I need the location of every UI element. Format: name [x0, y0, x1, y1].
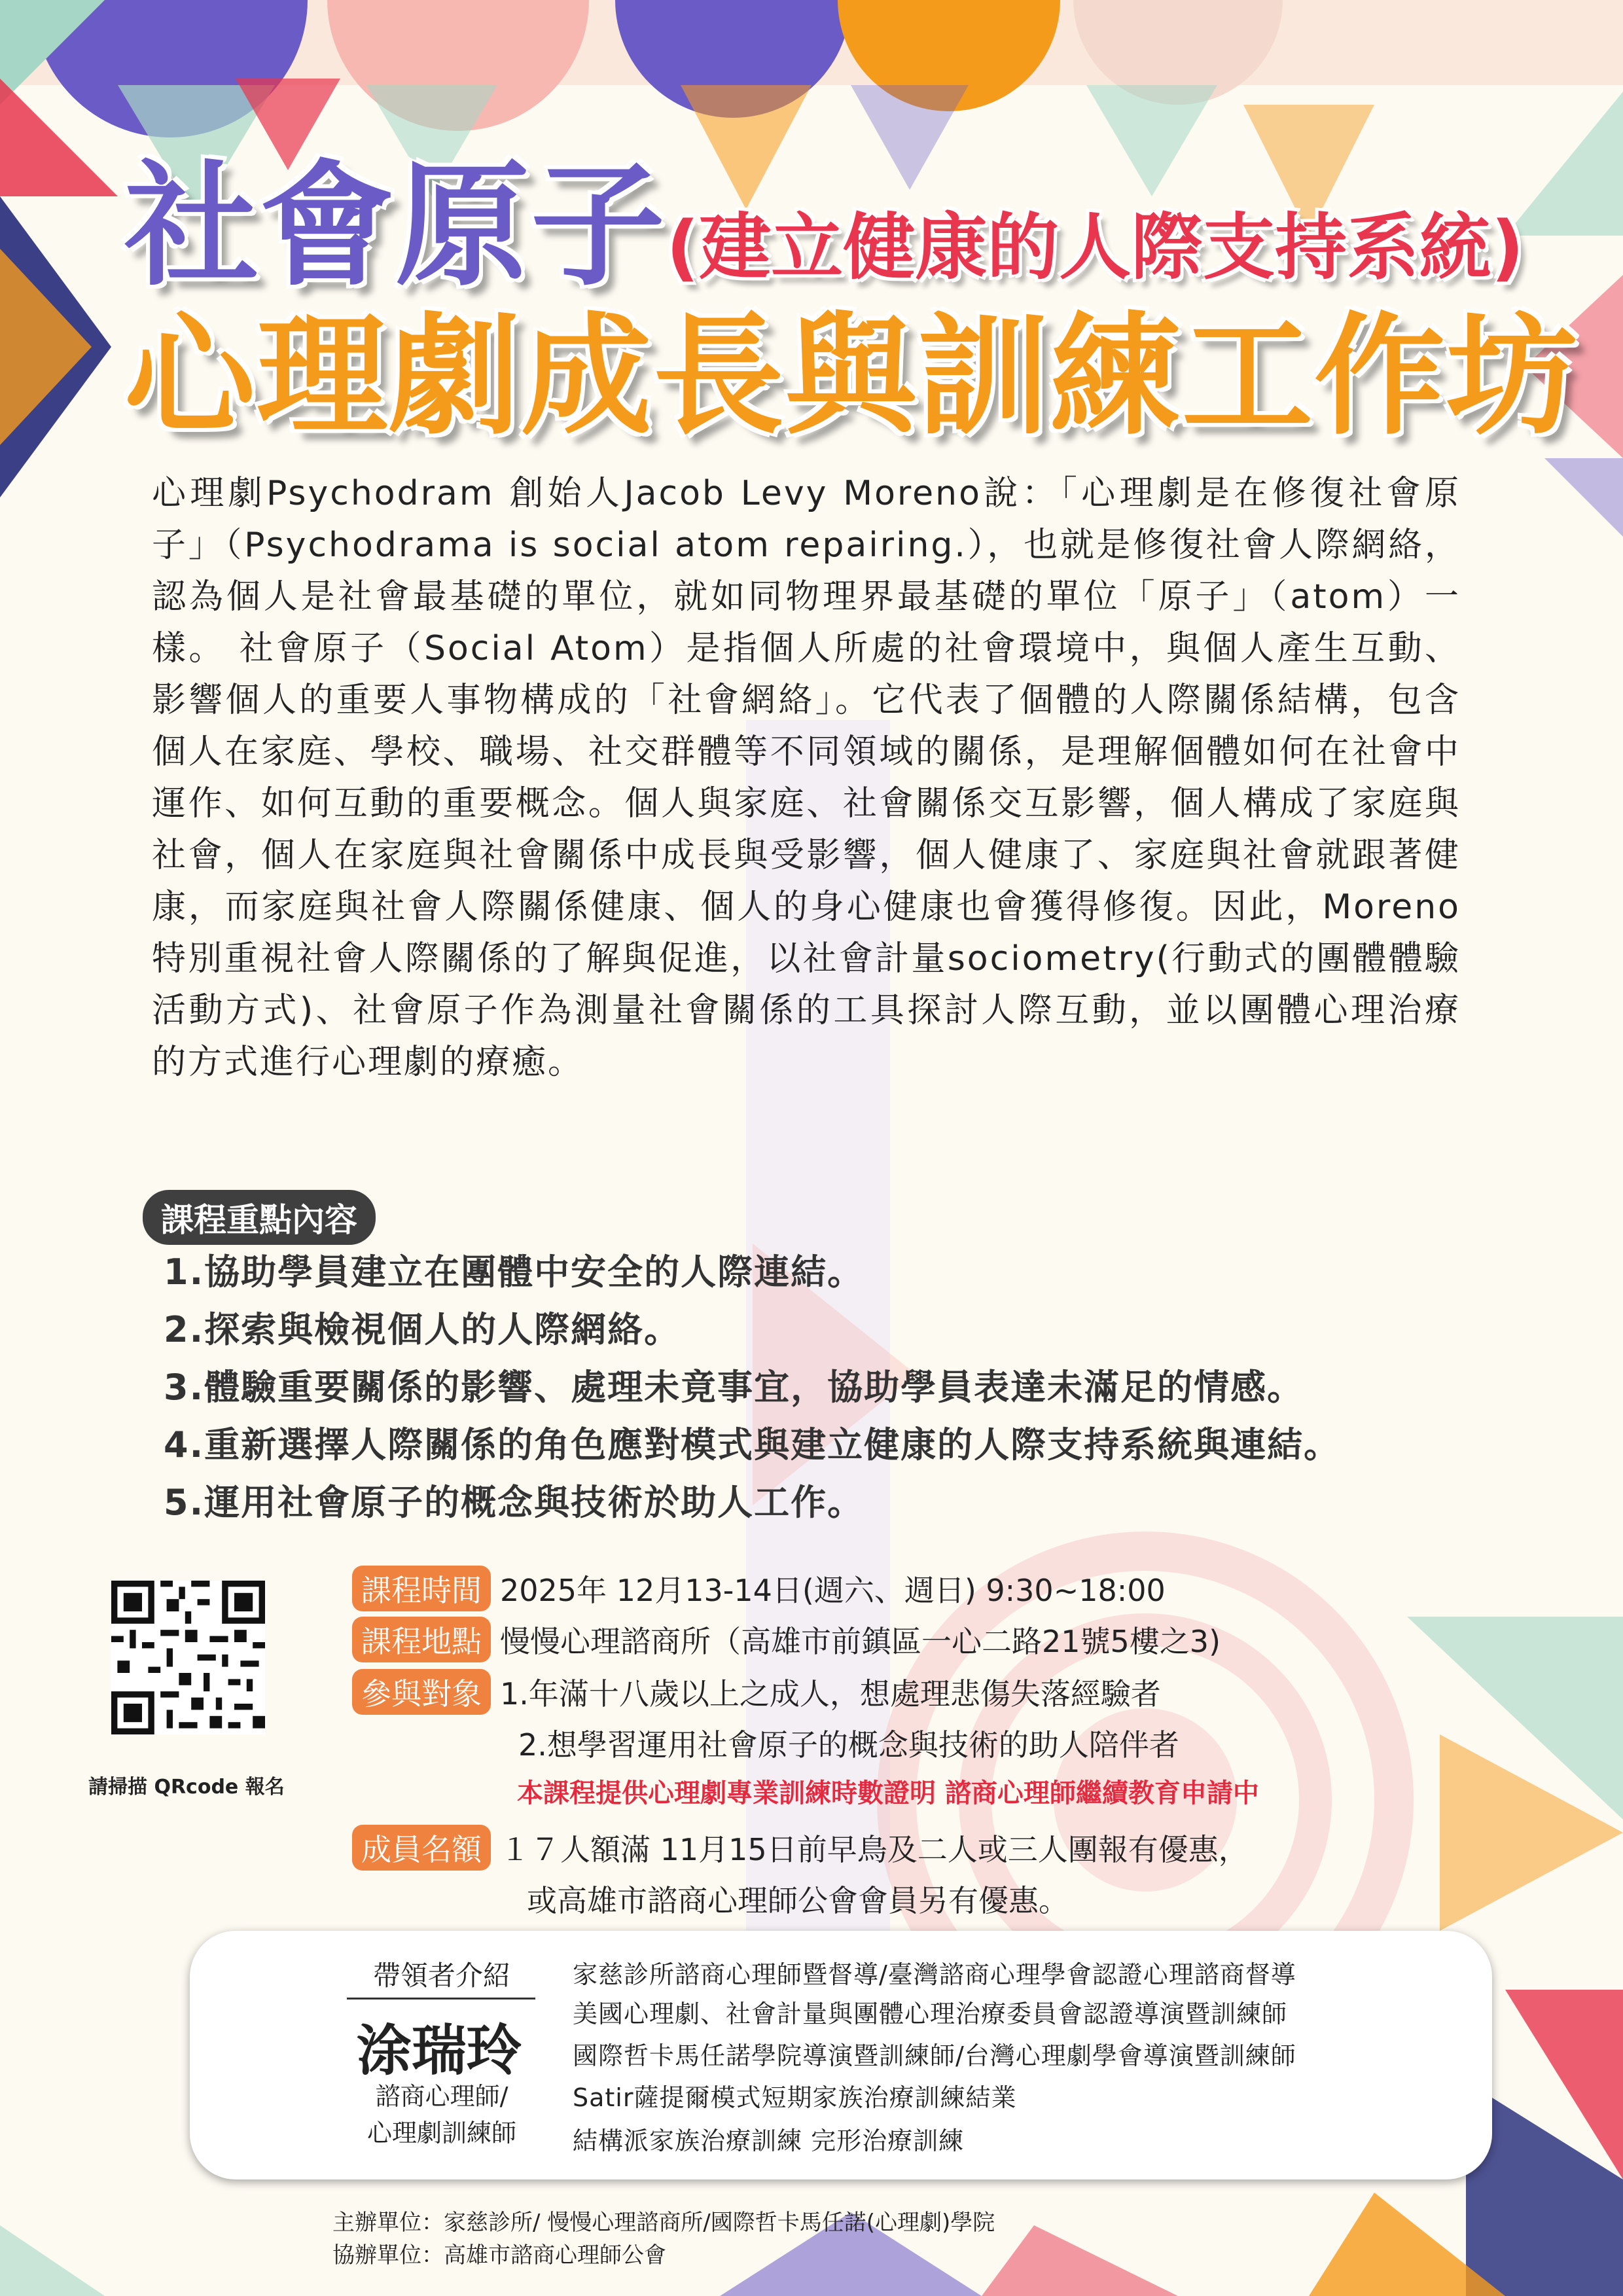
credential-item: 美國心理劇、社會計量與團體心理治療委員會認證導演暨訓練師 — [573, 2000, 1288, 2028]
qr-code[interactable] — [111, 1581, 265, 1734]
credential-item: Satir薩提爾模式短期家族治療訓練結業 — [573, 2083, 1017, 2112]
course-point: 2.探索與檢視個人的人際網絡。 — [164, 1309, 681, 1350]
title-line-2: 心理劇成長與訓練工作坊 — [124, 300, 1579, 453]
co-organizer: 協辦單位：高雄市諮商心理師公會 — [332, 2242, 666, 2269]
course-point: 4.重新選擇人際關係的角色應對模式與建立健康的人際支持系統與連結。 — [164, 1424, 1341, 1465]
leader-name: 涂瑞玲 — [357, 2018, 522, 2083]
organizer: 主辦單位：家慈診所/ 慢慢心理諮商所/國際哲卡馬任諾(心理劇)學院 — [332, 2210, 995, 2236]
qr-label: 請掃描 QRcode 報名 — [88, 1776, 285, 1799]
title-line-1 — [124, 118, 1524, 304]
target-label: 參與對象 — [352, 1669, 491, 1715]
credential-item: 結構派家族治療訓練 完形治療訓練 — [573, 2126, 965, 2155]
course-point: 5.運用社會原子的概念與技術於助人工作。 — [164, 1482, 865, 1523]
quota-value-1: １７人額滿 11月15日前早鳥及二人或三人團報有優惠， — [500, 1832, 1249, 1867]
course-point: 3.體驗重要關係的影響、處理未竟事宜，協助學員表達未滿足的情感。 — [164, 1367, 1304, 1408]
course-points — [164, 1244, 1340, 1532]
credential-item: 國際哲卡馬任諾學院導演暨訓練師/台灣心理劇學會導演暨訓練師 — [573, 2041, 1296, 2070]
quota-row — [352, 1825, 1249, 1871]
leader-heading: 帶領者介紹 — [373, 1960, 511, 1992]
quota-label: 成員名額 — [352, 1825, 491, 1871]
place-label: 課程地點 — [352, 1617, 491, 1662]
course-heading: 課程重點內容 — [143, 1190, 376, 1245]
time-row — [352, 1566, 1166, 1611]
target-row — [352, 1669, 1161, 1715]
time-value: 2025年 12月13-14日(週六、週日) 9:30~18:00 — [500, 1573, 1166, 1608]
title-main: 社會原子 — [124, 149, 666, 304]
place-row — [352, 1617, 1221, 1662]
credential-item: 家慈診所諮商心理師暨督導/臺灣諮商心理學會認證心理諮商督導 — [573, 1960, 1296, 1989]
title-sub: (建立健康的人際支持系統) — [666, 206, 1524, 289]
place-value: 慢慢心理諮商所（高雄市前鎮區一心二路21號5樓之3) — [500, 1624, 1221, 1659]
leader-role-1: 諮商心理師/ — [375, 2082, 508, 2111]
target-value-1: 1.年滿十八歲以上之成人，想處理悲傷失落經驗者 — [500, 1676, 1161, 1712]
course-point: 1.協助學員建立在團體中安全的人際連結。 — [164, 1251, 865, 1293]
target-value-2: 2.想學習運用社會原子的概念與技術的助人陪伴者 — [518, 1727, 1179, 1763]
quota-value-2: 或高雄市諮商心理師公會會員另有優惠。 — [527, 1883, 1069, 1918]
time-label: 課程時間 — [352, 1566, 491, 1611]
leader-role-2: 心理劇訓練師 — [366, 2119, 516, 2147]
certificate-note: 本課程提供心理劇專業訓練時數證明 諮商心理師繼續教育申請中 — [517, 1778, 1259, 1808]
intro-paragraph: 心理劇Psychodram 創始人Jacob Levy Moreno說：「心理劇是在修復社會原子」（Psychodrama is social atom repairing.），也就是修復社會人際網絡，認為個人是社會最基礎的單位，就如同物理界最基礎的單位「原子」（atom）一樣。 社會原子（Social Atom）是指個人所處的社會環境中，與個人產生互動、影響個人的重要人事物構成的「社會網絡」。它代表了個體的人際關係結構，包含個人在家庭、學校、職場、社交群體等不同領域的關係，是理解個體如何在社會中運作、如何互動的重要概念。個人與家庭、社會關係交互影響，個人構成了家庭與社會，個人在家庭與社會關係中成長與受影響，個人健康了、家庭與社會就跟著健康，而家庭與社會人際關係健康、個人的身心健康也會獲得修復。因此，Moreno特別重視社會人際關係的了解與促進，以社會計量sociometry(行動式的團體體驗活動方式)、社會原子作為測量社會關係的工具探討人際互動，並以團體心理治療的方式進行心理劇的療癒。 — [152, 474, 1461, 1082]
divider — [347, 1998, 535, 2000]
